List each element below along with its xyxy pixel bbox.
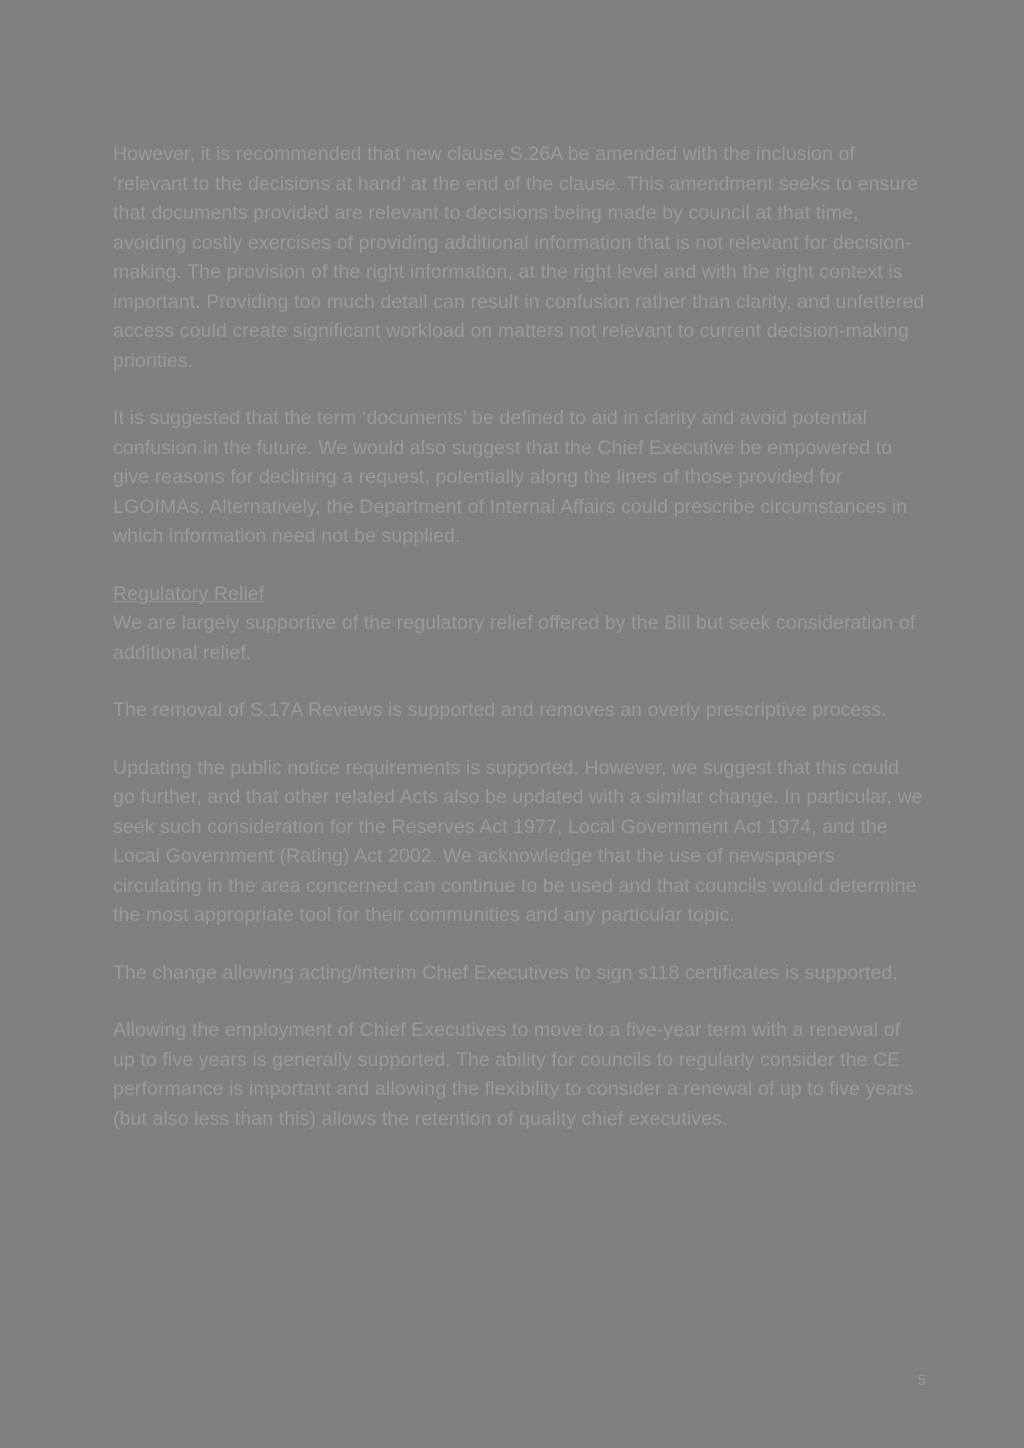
paragraph: The removal of S.17A Reviews is supported and removes an overly prescriptive process. (113, 699, 887, 721)
paragraph: Updating the public notice requirements is supported. However, we suggest that this could go further, and that other related Acts also be updated with a similar change. In particular, we seek such consideration for the Reserves Act 1977, Local Government Act 1974, and the Local Government (Rating) Act 2002. We acknowledge that the use of newspapers circulating in the area concerned can continue to be used and that councils would determine the most appropriate tool for their communities and any particular topic. (113, 756, 923, 926)
paragraph: We are largely supportive of the regulatory relief offered by the Bill but seek consideration of additional relief. (113, 612, 916, 664)
section-heading: Regulatory Relief (113, 582, 265, 605)
paragraph: However, it is recommended that new clause S.26A be amended with the inclusion of ‘relevant to the decisions at hand’ at the end of the clause. This amendment seeks to ensure that documents provided are relevant to decisions being made by council at that time, avoiding costly exercises of providing additional information that is not relevant for decision-making. The provision of the right information, at the right level and with the right context is important. Providing too much detail can result in confusion rather than clarity, and unfettered access could create significant workload on matters not relevant to current decision-making priorities. (113, 143, 925, 372)
paragraph: It is suggested that the term ‘documents’ be defined to aid in clarity and avoid potential confusion in the future. We would also suggest that the Chief Executive be empowered to give reasons for declining a request, potentially along the lines of those provided for LGOIMAs. Alternatively, the Department of Internal Affairs could prescribe circumstances in which information need not be supplied. (113, 407, 908, 547)
page-number: 5 (917, 1372, 926, 1389)
paragraph: The change allowing acting/interim Chief Executives to sign s118 certificates is supported. (113, 961, 898, 984)
paragraph: Allowing the employment of Chief Executives to move to a five-year term with a renewal of up to five years is generally supported. The ability for councils to regularly consider the CE performance is important and allowing the flexibility to consider a renewal of up to five years (but also less than this) allows the retention of quality chief executives. (113, 1019, 914, 1130)
section-regulatory-relief (113, 580, 925, 669)
document-body (113, 140, 925, 1134)
